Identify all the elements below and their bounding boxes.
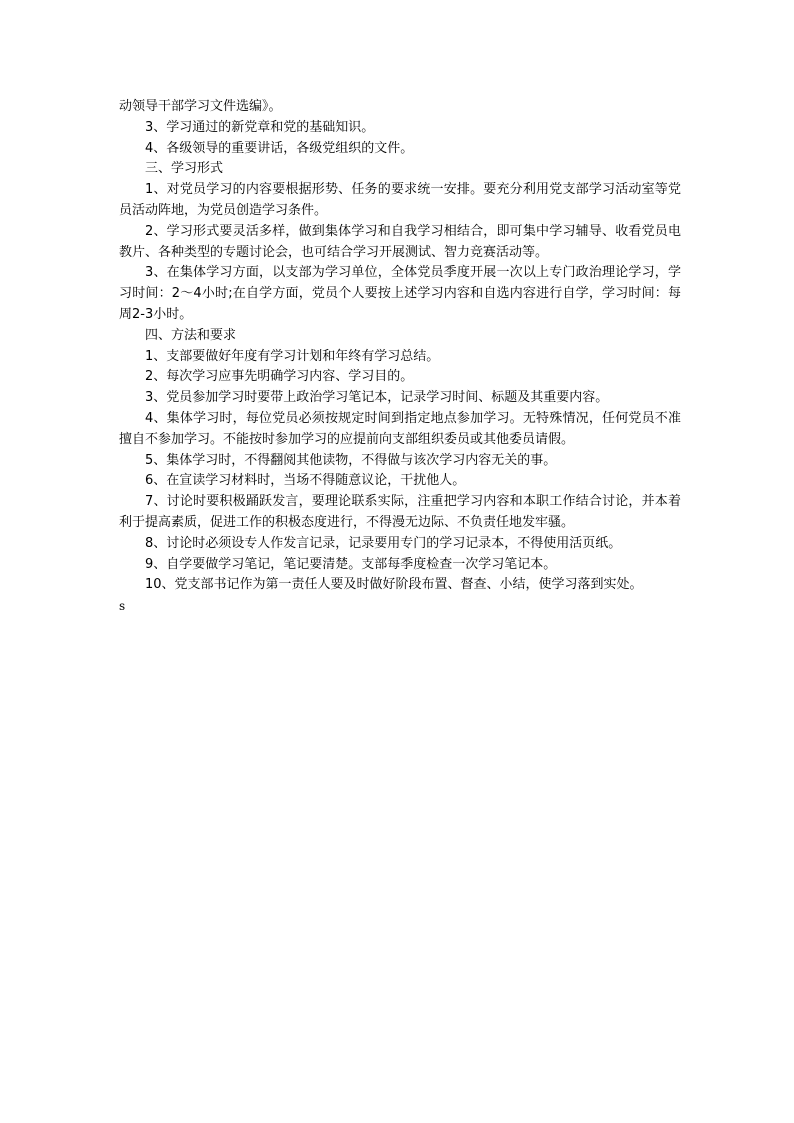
list-item: 8、讨论时必须设专人作发言记录，记录要用专门的学习记录本，不得使用活页纸。: [145, 535, 622, 551]
list-item: 3、党员参加学习时要带上政治学习笔记本，记录学习时间、标题及其重要内容。: [145, 390, 609, 406]
paragraph-continuation: 动领导干部学习文件选编》。: [119, 99, 282, 114]
section-heading: 三、学习形式: [145, 161, 224, 177]
list-item: 10、党支部书记作为第一责任人要及时做好阶段布置、督查、小结，使学习落到实处。: [145, 577, 643, 593]
list-item: 1、支部要做好年度有学习计划和年终有学习总结。: [145, 348, 440, 364]
list-item: 2、每次学习应事先明确学习内容、学习目的。: [145, 369, 414, 385]
list-item: 3、学习通过的新党章和党的基础知识。: [145, 119, 375, 135]
list-item: 6、在宣读学习材料时，当场不得随意议论，干扰他人。: [145, 473, 466, 489]
document-body: [119, 97, 681, 617]
list-item: 7、讨论时要积极踊跃发言，要理论联系实际，注重把学习内容和本职工作结合讨论，并本着利于提高素质，促进工作的积极态度进行，不得漫无边际、不负责任地发牢骚。: [119, 494, 681, 530]
stray-character: s: [119, 599, 126, 614]
list-item: 2、学习形式要灵活多样，做到集体学习和自我学习相结合，即可集中学习辅导、收看党员电教片、各种类型的专题讨论会，也可结合学习开展测试、智力竞赛活动等。: [119, 223, 681, 260]
list-item: 4、各级领导的重要讲话，各级党组织的文件。: [145, 140, 414, 156]
section-heading: 四、方法和要求: [145, 327, 237, 343]
list-item: 5、集体学习时，不得翻阅其他读物，不得做与该次学习内容无关的事。: [145, 452, 557, 468]
list-item: 4、集体学习时，每位党员必须按规定时间到指定地点参加学习。无特殊情况，任何党员不准擅自不参加学习。不能按时参加学习的应提前向支部组织委员或其他委员请假。: [119, 410, 681, 447]
list-item: 9、自学要做学习笔记，笔记要清楚。支部每季度检查一次学习笔记本。: [145, 556, 557, 572]
list-item: 1、对党员学习的内容要根据形势、任务的要求统一安排。要充分利用党支部学习活动室等党员活动阵地，为党员创造学习条件。: [119, 182, 681, 218]
list-item: 3、在集体学习方面，以支部为学习单位，全体党员季度开展一次以上专门政治理论学习，学习时间：2～4小时;在自学方面，党员个人要按上述学习内容和自选内容进行自学，学习时间：每周2-3小时。: [119, 265, 681, 322]
